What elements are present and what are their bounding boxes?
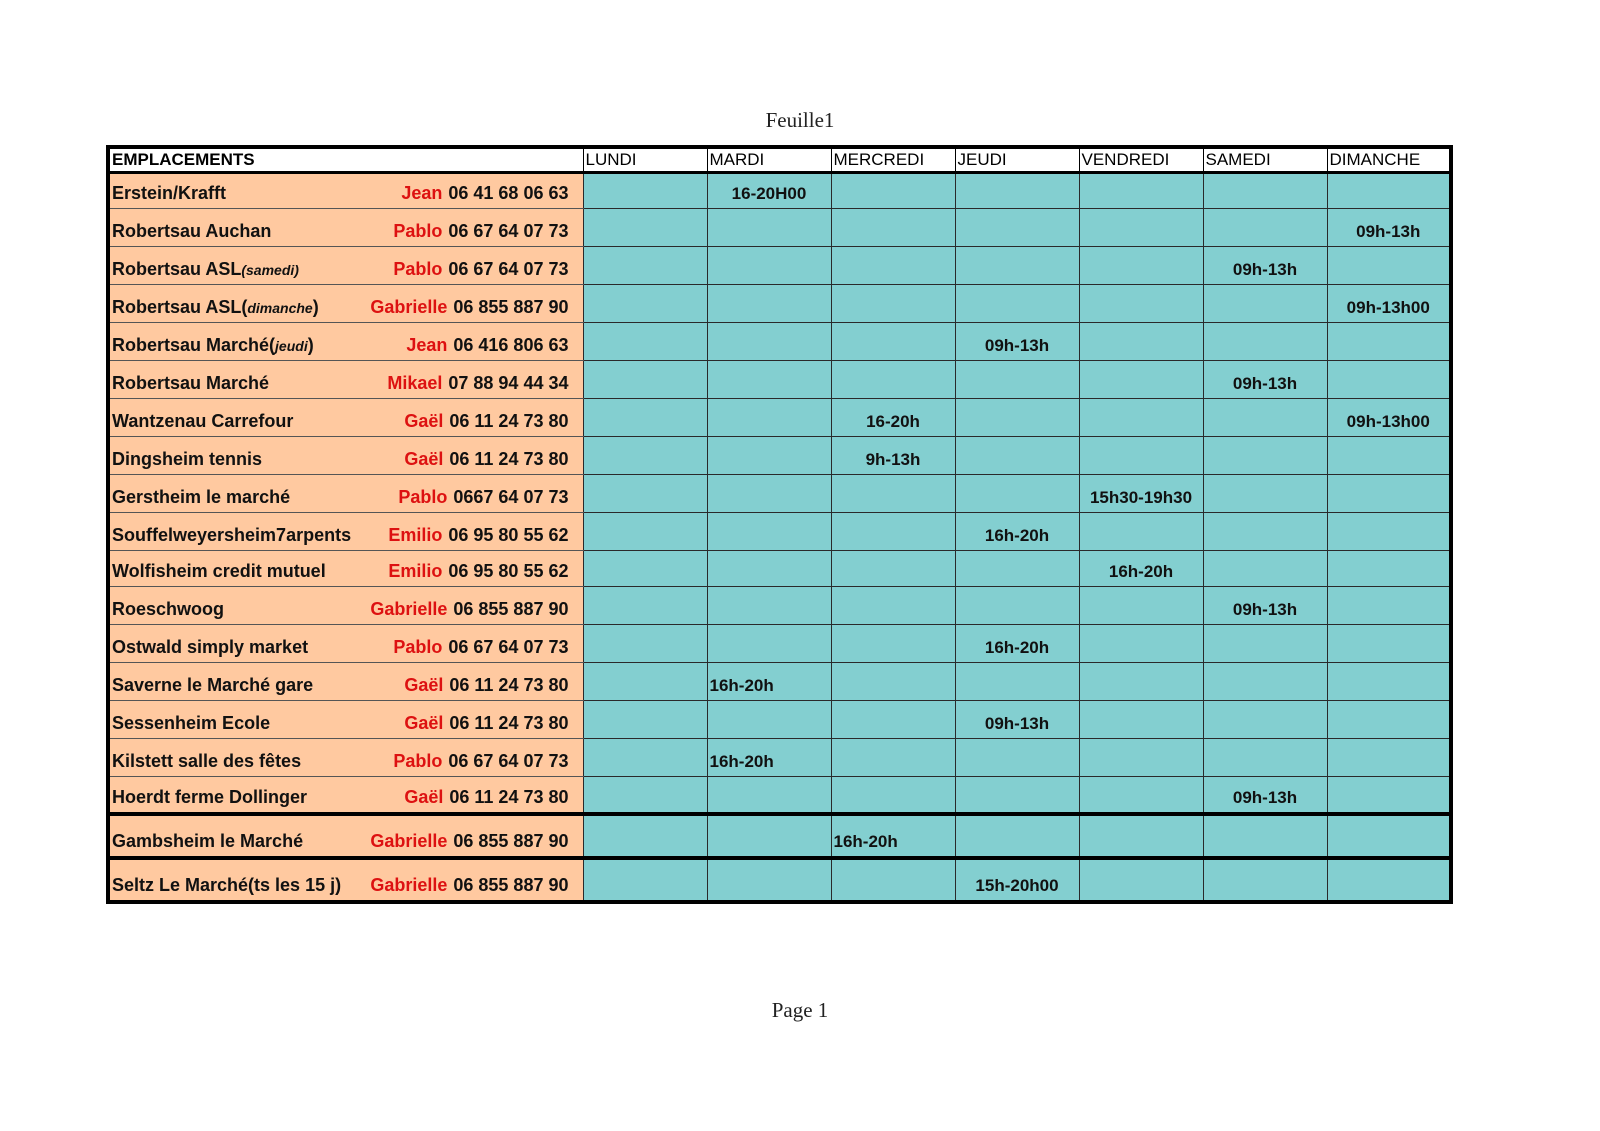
- slot-cell-mardi: [707, 550, 831, 586]
- contact-name: Gaël: [404, 674, 444, 695]
- slot-cell-dimanche: [1327, 624, 1451, 662]
- table-row: [108, 550, 1451, 586]
- slot-cell-lundi: [583, 858, 707, 902]
- slot-cell-jeudi: 16h-20h: [955, 624, 1079, 662]
- slot-cell-dimanche: [1327, 550, 1451, 586]
- location-cell: [108, 208, 583, 246]
- location-name: Robertsau ASL(dimanche): [112, 296, 319, 317]
- slot-cell-jeudi: [955, 776, 1079, 814]
- slot-cell-mercredi: [831, 284, 955, 322]
- contact-name: Pablo: [393, 750, 443, 771]
- table-row: [108, 738, 1451, 776]
- contact-name: Emilio: [388, 524, 443, 545]
- contact-phone: 06 855 887 90: [453, 875, 569, 895]
- slot-cell-jeudi: [955, 474, 1079, 512]
- slot-cell-samedi: [1203, 322, 1327, 360]
- slot-cell-samedi: [1203, 624, 1327, 662]
- slot-cell-mercredi: [831, 246, 955, 284]
- slot-cell-mardi: [707, 858, 831, 902]
- location-name: Sessenheim Ecole: [112, 712, 271, 733]
- slot-cell-vendredi: [1079, 172, 1203, 208]
- slot-cell-lundi: [583, 208, 707, 246]
- table-row: [108, 814, 1451, 858]
- slot-cell-samedi: 09h-13h: [1203, 246, 1327, 284]
- slot-cell-mercredi: 16h-20h: [831, 814, 955, 858]
- location-cell: [108, 550, 583, 586]
- slot-cell-dimanche: [1327, 360, 1451, 398]
- slot-cell-jeudi: [955, 398, 1079, 436]
- table-row: [108, 662, 1451, 700]
- slot-cell-mercredi: 9h-13h: [831, 436, 955, 474]
- table-row: [108, 398, 1451, 436]
- slot-cell-vendredi: [1079, 360, 1203, 398]
- table-row: [108, 322, 1451, 360]
- contact-name: Gabrielle: [370, 598, 448, 619]
- slot-cell-mardi: [707, 360, 831, 398]
- location-name: Souffelweyersheim7arpents: [112, 524, 352, 545]
- slot-cell-samedi: [1203, 662, 1327, 700]
- contact-name: Gaël: [404, 448, 444, 469]
- location-name: Ostwald simply market: [112, 636, 309, 657]
- slot-cell-mardi: [707, 322, 831, 360]
- header-day-mercredi: MERCREDI: [831, 147, 955, 172]
- slot-cell-samedi: [1203, 512, 1327, 550]
- slot-cell-jeudi: [955, 436, 1079, 474]
- contact-phone: 06 95 80 55 62: [448, 524, 569, 545]
- slot-cell-lundi: [583, 738, 707, 776]
- location-note: jeudi: [275, 337, 308, 354]
- contact-name: Mikael: [387, 372, 443, 393]
- slot-cell-dimanche: [1327, 172, 1451, 208]
- slot-cell-lundi: [583, 512, 707, 550]
- slot-cell-lundi: [583, 474, 707, 512]
- contact-name: Jean: [406, 334, 448, 355]
- slot-cell-dimanche: [1327, 246, 1451, 284]
- location-cell: [108, 738, 583, 776]
- slot-cell-samedi: [1203, 814, 1327, 858]
- contact-name: Pablo: [398, 486, 448, 507]
- slot-cell-jeudi: [955, 360, 1079, 398]
- slot-cell-dimanche: [1327, 662, 1451, 700]
- slot-cell-dimanche: 09h-13h00: [1327, 398, 1451, 436]
- slot-cell-dimanche: [1327, 776, 1451, 814]
- contact-name: Gaël: [404, 787, 444, 807]
- slot-cell-mardi: [707, 776, 831, 814]
- slot-cell-vendredi: [1079, 814, 1203, 858]
- slot-cell-mardi: [707, 586, 831, 624]
- header-day-jeudi: JEUDI: [955, 147, 1079, 172]
- slot-cell-lundi: [583, 172, 707, 208]
- slot-cell-mercredi: [831, 512, 955, 550]
- slot-cell-jeudi: 16h-20h: [955, 512, 1079, 550]
- slot-cell-samedi: 09h-13h: [1203, 776, 1327, 814]
- page-footer: Page 1: [771, 998, 829, 1022]
- slot-cell-dimanche: [1327, 586, 1451, 624]
- slot-cell-lundi: [583, 586, 707, 624]
- contact-phone: 06 11 24 73 80: [449, 410, 569, 431]
- location-cell: [108, 436, 583, 474]
- contact-name: Gabrielle: [370, 831, 448, 851]
- table-row: [108, 700, 1451, 738]
- slot-cell-vendredi: [1079, 322, 1203, 360]
- slot-cell-mardi: 16h-20h: [707, 662, 831, 700]
- location-name: Wantzenau Carrefour: [112, 410, 294, 431]
- table-row: [108, 624, 1451, 662]
- location-cell: [108, 284, 583, 322]
- table-row: [108, 512, 1451, 550]
- slot-cell-mardi: [707, 284, 831, 322]
- slot-cell-vendredi: [1079, 586, 1203, 624]
- contact-name: Pablo: [393, 258, 443, 279]
- location-note: dimanche: [247, 299, 313, 316]
- slot-cell-lundi: [583, 624, 707, 662]
- slot-cell-jeudi: [955, 814, 1079, 858]
- location-name: Seltz Le Marché(ts les 15 j): [112, 875, 342, 895]
- slot-cell-dimanche: [1327, 858, 1451, 902]
- sheet-title: Feuille1: [765, 108, 835, 132]
- slot-cell-lundi: [583, 398, 707, 436]
- slot-cell-jeudi: [955, 662, 1079, 700]
- slot-cell-mercredi: [831, 662, 955, 700]
- slot-cell-jeudi: [955, 738, 1079, 776]
- slot-cell-lundi: [583, 322, 707, 360]
- slot-cell-dimanche: [1327, 322, 1451, 360]
- table-row: [108, 284, 1451, 322]
- slot-cell-jeudi: 15h-20h00: [955, 858, 1079, 902]
- location-name: Wolfisheim credit mutuel: [112, 560, 326, 581]
- header-day-lundi: LUNDI: [583, 147, 707, 172]
- slot-cell-jeudi: [955, 284, 1079, 322]
- slot-cell-vendredi: [1079, 738, 1203, 776]
- slot-cell-mardi: [707, 208, 831, 246]
- slot-cell-mardi: 16-20H00: [707, 172, 831, 208]
- slot-cell-samedi: [1203, 208, 1327, 246]
- location-name: Robertsau Auchan: [112, 220, 272, 241]
- location-cell: [108, 776, 583, 814]
- slot-cell-mardi: [707, 814, 831, 858]
- slot-cell-samedi: [1203, 858, 1327, 902]
- slot-cell-mercredi: [831, 474, 955, 512]
- slot-cell-lundi: [583, 246, 707, 284]
- location-cell: [108, 586, 583, 624]
- slot-cell-vendredi: [1079, 398, 1203, 436]
- contact-name: Jean: [401, 182, 443, 203]
- slot-cell-mardi: [707, 474, 831, 512]
- location-cell: [108, 474, 583, 512]
- contact-phone: 06 41 68 06 63: [448, 182, 569, 203]
- location-cell: [108, 172, 583, 208]
- slot-cell-jeudi: [955, 208, 1079, 246]
- table-row: [108, 474, 1451, 512]
- table-row: [108, 436, 1451, 474]
- slot-cell-dimanche: [1327, 474, 1451, 512]
- location-cell: [108, 662, 583, 700]
- slot-cell-lundi: [583, 776, 707, 814]
- slot-cell-mardi: [707, 700, 831, 738]
- location-note: (samedi): [241, 261, 299, 278]
- slot-cell-mercredi: [831, 858, 955, 902]
- slot-cell-mardi: [707, 512, 831, 550]
- contact-phone: 06 855 887 90: [453, 831, 569, 851]
- location-cell: [108, 512, 583, 550]
- location-name: Kilstett salle des fêtes: [112, 750, 302, 771]
- header-day-mardi: MARDI: [707, 147, 831, 172]
- slot-cell-vendredi: [1079, 208, 1203, 246]
- slot-cell-vendredi: 15h30-19h30: [1079, 474, 1203, 512]
- contact-phone: 0667 64 07 73: [453, 486, 569, 507]
- slot-cell-mercredi: [831, 586, 955, 624]
- slot-cell-mercredi: [831, 738, 955, 776]
- slot-cell-lundi: [583, 284, 707, 322]
- slot-cell-jeudi: [955, 586, 1079, 624]
- slot-cell-samedi: 09h-13h: [1203, 360, 1327, 398]
- slot-cell-mardi: [707, 624, 831, 662]
- contact-phone: 06 67 64 07 73: [448, 258, 569, 279]
- contact-phone: 06 67 64 07 73: [448, 636, 569, 657]
- location-cell: [108, 624, 583, 662]
- location-cell: [108, 322, 583, 360]
- slot-cell-lundi: [583, 436, 707, 474]
- slot-cell-samedi: [1203, 738, 1327, 776]
- contact-name: Gaël: [404, 410, 444, 431]
- header-day-vendredi: VENDREDI: [1079, 147, 1203, 172]
- contact-phone: 06 67 64 07 73: [448, 750, 569, 771]
- contact-name: Emilio: [388, 560, 443, 581]
- table-row: [108, 776, 1451, 814]
- header-day-dimanche: DIMANCHE: [1327, 147, 1451, 172]
- slot-cell-vendredi: [1079, 776, 1203, 814]
- slot-cell-vendredi: [1079, 858, 1203, 902]
- slot-cell-mardi: [707, 398, 831, 436]
- contact-phone: 06 11 24 73 80: [449, 674, 569, 695]
- header-day-samedi: SAMEDI: [1203, 147, 1327, 172]
- slot-cell-samedi: [1203, 172, 1327, 208]
- location-name: Roeschwoog: [112, 598, 225, 619]
- slot-cell-mercredi: [831, 776, 955, 814]
- location-name: Robertsau Marché: [112, 372, 270, 393]
- slot-cell-mercredi: 16-20h: [831, 398, 955, 436]
- slot-cell-mercredi: [831, 700, 955, 738]
- slot-cell-vendredi: [1079, 436, 1203, 474]
- slot-cell-mardi: 16h-20h: [707, 738, 831, 776]
- location-cell: [108, 858, 583, 902]
- slot-cell-lundi: [583, 814, 707, 858]
- slot-cell-jeudi: 09h-13h: [955, 700, 1079, 738]
- location-name: Saverne le Marché gare: [112, 674, 314, 695]
- table-row: [108, 246, 1451, 284]
- location-name: Dingsheim tennis: [112, 448, 263, 469]
- contact-phone: 06 95 80 55 62: [448, 560, 569, 581]
- slot-cell-dimanche: [1327, 700, 1451, 738]
- location-cell: [108, 814, 583, 858]
- header-row: [108, 147, 1451, 172]
- slot-cell-samedi: [1203, 550, 1327, 586]
- location-name: Hoerdt ferme Dollinger: [112, 787, 308, 807]
- contact-phone: 06 855 887 90: [453, 598, 569, 619]
- location-name: Gambsheim le Marché: [112, 831, 304, 851]
- contact-name: Gabrielle: [370, 296, 448, 317]
- contact-phone: 06 416 806 63: [453, 334, 569, 355]
- slot-cell-lundi: [583, 700, 707, 738]
- table-row: [108, 360, 1451, 398]
- slot-cell-dimanche: [1327, 512, 1451, 550]
- slot-cell-vendredi: [1079, 624, 1203, 662]
- location-name: Robertsau ASL(samedi): [112, 258, 299, 279]
- table-row: [108, 858, 1451, 902]
- table-row: [108, 586, 1451, 624]
- table-row: [108, 172, 1451, 208]
- location-cell: [108, 700, 583, 738]
- slot-cell-jeudi: [955, 172, 1079, 208]
- contact-name: Gaël: [404, 712, 444, 733]
- slot-cell-dimanche: 09h-13h: [1327, 208, 1451, 246]
- slot-cell-mercredi: [831, 172, 955, 208]
- slot-cell-samedi: 09h-13h: [1203, 586, 1327, 624]
- slot-cell-samedi: [1203, 398, 1327, 436]
- schedule-table: [106, 145, 1453, 904]
- slot-cell-dimanche: [1327, 814, 1451, 858]
- contact-phone: 06 67 64 07 73: [448, 220, 569, 241]
- location-name: Erstein/Krafft: [112, 182, 227, 203]
- contact-phone: 06 11 24 73 80: [449, 712, 569, 733]
- slot-cell-mercredi: [831, 624, 955, 662]
- slot-cell-samedi: [1203, 436, 1327, 474]
- slot-cell-jeudi: [955, 246, 1079, 284]
- slot-cell-dimanche: [1327, 436, 1451, 474]
- slot-cell-mardi: [707, 436, 831, 474]
- slot-cell-vendredi: [1079, 246, 1203, 284]
- slot-cell-mercredi: [831, 208, 955, 246]
- schedule-body: [108, 172, 1451, 902]
- contact-phone: 06 855 887 90: [453, 296, 569, 317]
- contact-name: Pablo: [393, 220, 443, 241]
- slot-cell-lundi: [583, 360, 707, 398]
- location-name: Gerstheim le marché: [112, 486, 291, 507]
- slot-cell-lundi: [583, 662, 707, 700]
- slot-cell-samedi: [1203, 284, 1327, 322]
- contact-name: Gabrielle: [370, 875, 448, 895]
- slot-cell-vendredi: [1079, 284, 1203, 322]
- location-cell: [108, 246, 583, 284]
- contact-phone: 06 11 24 73 80: [449, 448, 569, 469]
- slot-cell-mercredi: [831, 550, 955, 586]
- location-cell: [108, 398, 583, 436]
- slot-cell-vendredi: [1079, 512, 1203, 550]
- table-row: [108, 208, 1451, 246]
- slot-cell-mardi: [707, 246, 831, 284]
- header-emplacements: EMPLACEMENTS: [108, 147, 583, 172]
- slot-cell-samedi: [1203, 700, 1327, 738]
- slot-cell-mercredi: [831, 322, 955, 360]
- slot-cell-vendredi: [1079, 662, 1203, 700]
- location-name: Robertsau Marché(jeudi): [112, 334, 314, 355]
- slot-cell-jeudi: 09h-13h: [955, 322, 1079, 360]
- slot-cell-lundi: [583, 550, 707, 586]
- slot-cell-dimanche: 09h-13h00: [1327, 284, 1451, 322]
- location-cell: [108, 360, 583, 398]
- slot-cell-vendredi: [1079, 700, 1203, 738]
- slot-cell-dimanche: [1327, 738, 1451, 776]
- slot-cell-jeudi: [955, 550, 1079, 586]
- contact-phone: 07 88 94 44 34: [448, 372, 569, 393]
- slot-cell-mercredi: [831, 360, 955, 398]
- contact-phone: 06 11 24 73 80: [449, 787, 569, 807]
- contact-name: Pablo: [393, 636, 443, 657]
- slot-cell-samedi: [1203, 474, 1327, 512]
- slot-cell-vendredi: 16h-20h: [1079, 550, 1203, 586]
